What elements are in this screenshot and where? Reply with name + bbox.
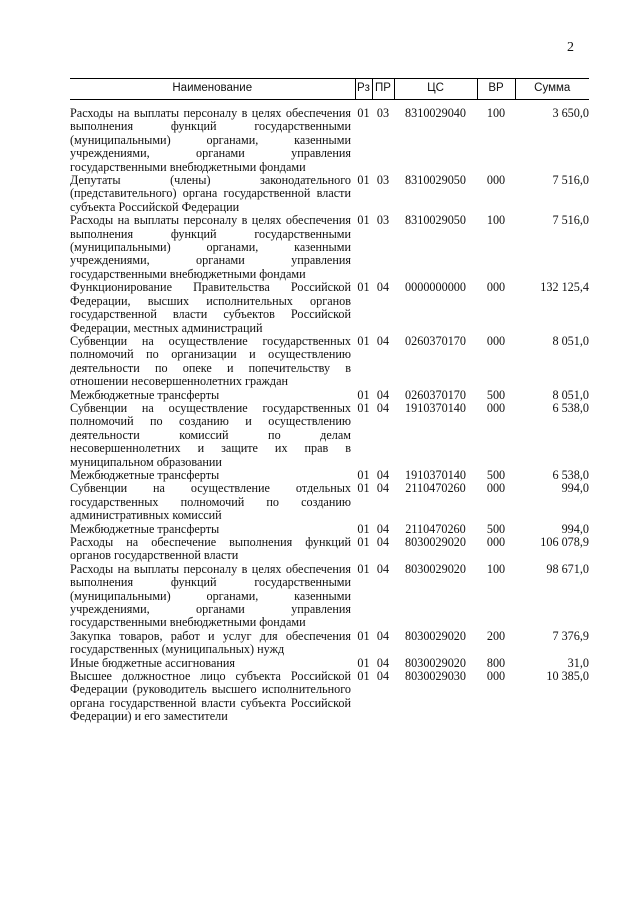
- cell-pr: 03: [376, 213, 390, 228]
- table-row: [70, 657, 589, 670]
- cell-cs: 8030029020: [405, 628, 466, 643]
- cell-sum: 132 125,4: [540, 280, 589, 295]
- cell-sum: 10 385,0: [546, 669, 589, 684]
- cell-vr: 000: [486, 173, 506, 188]
- cell-name: Высшее должностное лицо субъекта Российской Федерации (руководитель высшего исполнительного органа государственной власти субъекта Российской Федерации) и его заместители: [70, 669, 351, 724]
- table-row: [70, 335, 589, 389]
- cell-pr: 04: [376, 521, 390, 536]
- table-body: [70, 100, 589, 724]
- cell-sum: 106 078,9: [540, 535, 589, 549]
- table-row: [70, 214, 589, 281]
- cell-cs: 1910370140: [405, 467, 466, 482]
- cell-vr: 500: [486, 387, 506, 402]
- cell-sum: 6 538,0: [552, 400, 589, 415]
- cell-pr: 04: [376, 628, 390, 643]
- cell-name: Иные бюджетные ассигнования: [70, 655, 236, 670]
- cell-pr: 04: [376, 655, 390, 670]
- cell-cs: 2110470260: [405, 521, 466, 536]
- table-row: [70, 100, 589, 175]
- cell-cs: 8030029020: [405, 561, 466, 576]
- cell-cs: 1910370140: [405, 400, 466, 415]
- cell-pr: 04: [376, 467, 390, 482]
- cell-cs: 8310029040: [405, 106, 466, 120]
- cell-cs: 8030029030: [405, 669, 466, 684]
- table-row: [70, 536, 589, 563]
- cell-vr: 500: [486, 467, 506, 482]
- cell-rz: 01: [357, 481, 370, 496]
- cell-pr: 04: [376, 333, 390, 348]
- cell-sum: 994,0: [561, 481, 589, 496]
- cell-rz: 01: [357, 213, 370, 228]
- cell-rz: 01: [357, 655, 370, 670]
- cell-vr: 100: [486, 561, 506, 576]
- cell-pr: 03: [376, 173, 390, 188]
- cell-name: Расходы на выплаты персоналу в целях обеспечения выполнения функций государственными (муниципальными) органами, казенными учреждениями, органами управления государственными внебюджетными фондами: [70, 106, 351, 174]
- cell-rz: 01: [357, 387, 370, 402]
- cell-rz: 01: [357, 400, 370, 415]
- cell-rz: 01: [357, 106, 370, 120]
- cell-sum: 98 671,0: [546, 561, 589, 576]
- cell-rz: 01: [357, 535, 370, 549]
- cell-sum: 3 650,0: [552, 106, 589, 120]
- cell-sum: 31,0: [567, 655, 589, 670]
- header-vr: ВР: [477, 79, 515, 100]
- cell-sum: 994,0: [561, 521, 589, 536]
- cell-vr: 000: [486, 280, 506, 295]
- table-row: [70, 563, 589, 630]
- cell-pr: 04: [376, 280, 390, 295]
- table-row: [70, 482, 589, 522]
- cell-vr: 800: [486, 655, 506, 670]
- cell-sum: 7 516,0: [552, 173, 589, 188]
- header-cs: ЦС: [394, 79, 477, 100]
- cell-name: Расходы на выплаты персоналу в целях обеспечения выполнения функций государственными (муниципальными) органами, казенными учреждениями, органами управления государственными внебюджетными фондами: [70, 213, 351, 281]
- cell-cs: 8310029050: [405, 213, 466, 228]
- cell-pr: 04: [376, 481, 390, 496]
- cell-sum: 7 376,9: [552, 628, 589, 643]
- table-header-row: [70, 79, 589, 100]
- cell-name: Субвенции на осуществление государственных полномочий по организации и осуществлению деятельности по опеке и попечительству в отношении несовершеннолетних граждан: [70, 333, 351, 389]
- cell-vr: 500: [486, 521, 506, 536]
- cell-name: Депутаты (члены) законодательного (представительного) органа государственной власти субъекта Российской Федерации: [70, 173, 351, 214]
- cell-name: Субвенции на осуществление государственных полномочий по созданию и осуществлению деятельности комиссий по делам несовершеннолетних и защите их прав в муниципальном образовании: [70, 400, 351, 469]
- cell-sum: 6 538,0: [552, 467, 589, 482]
- budget-table: [70, 78, 589, 724]
- cell-cs: 0000000000: [405, 280, 466, 295]
- cell-rz: 01: [357, 521, 370, 536]
- table-row: [70, 402, 589, 469]
- cell-name: Функционирование Правительства Российской Федерации, высших исполнительных органов государственной власти субъектов Российской Федерации, местных администраций: [70, 280, 351, 335]
- page-number: 2: [567, 40, 574, 55]
- cell-name: Межбюджетные трансферты: [70, 521, 220, 536]
- header-rz: Рз: [355, 79, 372, 100]
- cell-pr: 04: [376, 400, 390, 415]
- cell-name: Закупка товаров, работ и услуг для обеспечения государственных (муниципальных) нужд: [70, 628, 351, 657]
- cell-pr: 04: [376, 669, 390, 684]
- header-pr: ПР: [372, 79, 394, 100]
- cell-vr: 000: [486, 669, 506, 684]
- cell-vr: 000: [486, 400, 506, 415]
- table-row: [70, 469, 589, 482]
- cell-cs: 0260370170: [405, 333, 466, 348]
- cell-vr: 100: [486, 106, 506, 120]
- cell-vr: 200: [486, 628, 506, 643]
- cell-rz: 01: [357, 561, 370, 576]
- cell-rz: 01: [357, 173, 370, 188]
- table-row: [70, 523, 589, 536]
- header-sum: Сумма: [515, 79, 589, 100]
- table-row: [70, 174, 589, 214]
- table-row: [70, 389, 589, 402]
- cell-cs: 2110470260: [405, 481, 466, 496]
- cell-pr: 04: [376, 535, 390, 549]
- cell-cs: 8030029020: [405, 655, 466, 670]
- cell-name: Расходы на обеспечение выполнения функций органов государственной власти: [70, 535, 351, 563]
- cell-name: Межбюджетные трансферты: [70, 387, 220, 402]
- cell-rz: 01: [357, 467, 370, 482]
- cell-sum: 8 051,0: [552, 387, 589, 402]
- cell-cs: 8030029020: [405, 535, 466, 549]
- cell-vr: 000: [486, 535, 506, 549]
- cell-name: Расходы на выплаты персоналу в целях обеспечения выполнения функций государственными (муниципальными) органами, казенными учреждениями, органами управления государственными внебюджетными фондами: [70, 561, 351, 630]
- header-name: Наименование: [70, 79, 355, 100]
- cell-pr: 04: [376, 561, 390, 576]
- cell-pr: 04: [376, 387, 390, 402]
- cell-pr: 03: [376, 106, 390, 120]
- cell-rz: 01: [357, 628, 370, 643]
- table-row: [70, 281, 589, 335]
- cell-vr: 000: [486, 481, 506, 496]
- table-row: [70, 670, 589, 724]
- cell-rz: 01: [357, 280, 370, 295]
- cell-vr: 000: [486, 333, 506, 348]
- table-row: [70, 630, 589, 657]
- cell-rz: 01: [357, 669, 370, 684]
- cell-sum: 8 051,0: [552, 333, 589, 348]
- cell-sum: 7 516,0: [552, 213, 589, 228]
- cell-rz: 01: [357, 333, 370, 348]
- cell-vr: 100: [486, 213, 506, 228]
- cell-cs: 8310029050: [405, 173, 466, 188]
- cell-name: Субвенции на осуществление отдельных государственных полномочий по созданию административных комиссий: [70, 481, 351, 523]
- cell-name: Межбюджетные трансферты: [70, 467, 220, 482]
- cell-cs: 0260370170: [405, 387, 466, 402]
